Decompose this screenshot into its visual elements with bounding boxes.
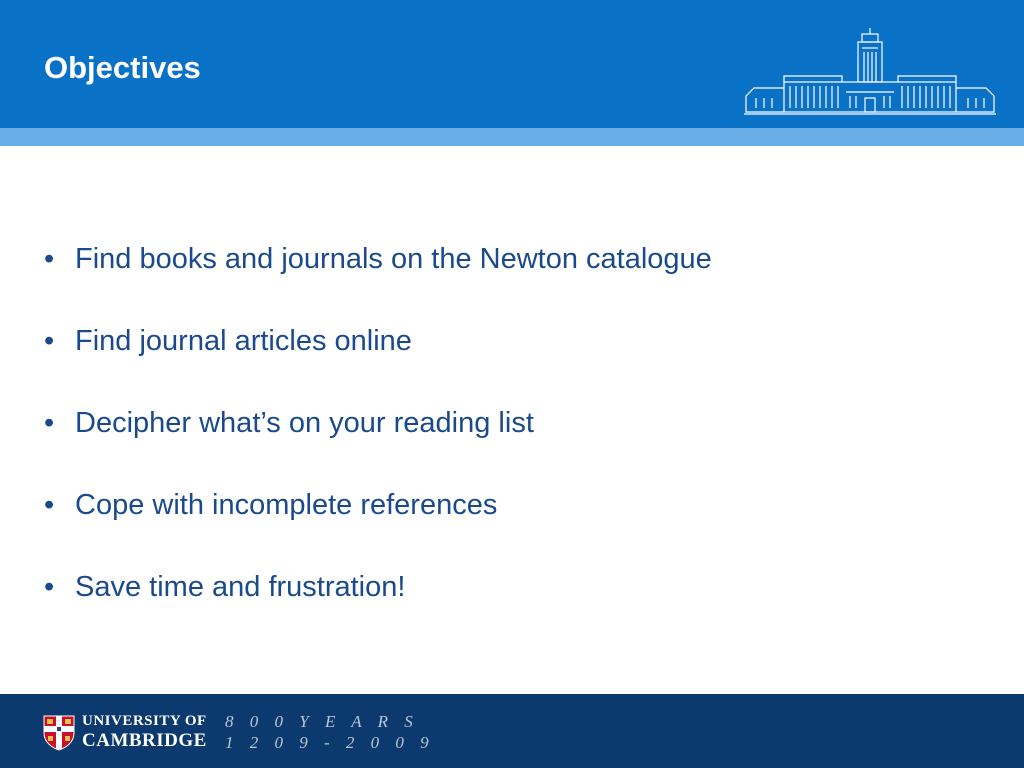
slide-title: Objectives: [44, 50, 201, 85]
list-item-text: Decipher what’s on your reading list: [75, 407, 534, 439]
bullet-icon: •: [44, 243, 55, 275]
list-item: [44, 236, 712, 318]
list-item-text: Save time and frustration!: [75, 571, 406, 603]
university-wordmark: [82, 712, 207, 752]
university-crest-icon: [43, 715, 75, 751]
list-item: [44, 400, 712, 482]
list-item-text: Find journal articles online: [75, 325, 412, 357]
library-building-icon: [744, 28, 996, 116]
list-item: [44, 564, 712, 646]
bullet-icon: •: [44, 571, 55, 603]
anniversary-mark: [225, 712, 435, 754]
list-item-text: Find books and journals on the Newton catalogue: [75, 243, 712, 275]
bullet-icon: •: [44, 489, 55, 521]
objectives-list: [44, 236, 712, 646]
slide-header: [0, 0, 1024, 128]
list-item: [44, 318, 712, 400]
anniversary-line2: 1 2 0 9 - 2 0 0 9: [225, 733, 435, 752]
list-item: [44, 482, 712, 564]
university-line1: UNIVERSITY OF: [82, 713, 207, 729]
bullet-icon: •: [44, 407, 55, 439]
anniversary-line1: 8 0 0 Y E A R S: [225, 712, 419, 731]
header-stripe: [0, 128, 1024, 146]
slide-footer: [0, 694, 1024, 768]
bullet-icon: •: [44, 325, 55, 357]
list-item-text: Cope with incomplete references: [75, 489, 498, 521]
university-line2: CAMBRIDGE: [82, 730, 207, 751]
